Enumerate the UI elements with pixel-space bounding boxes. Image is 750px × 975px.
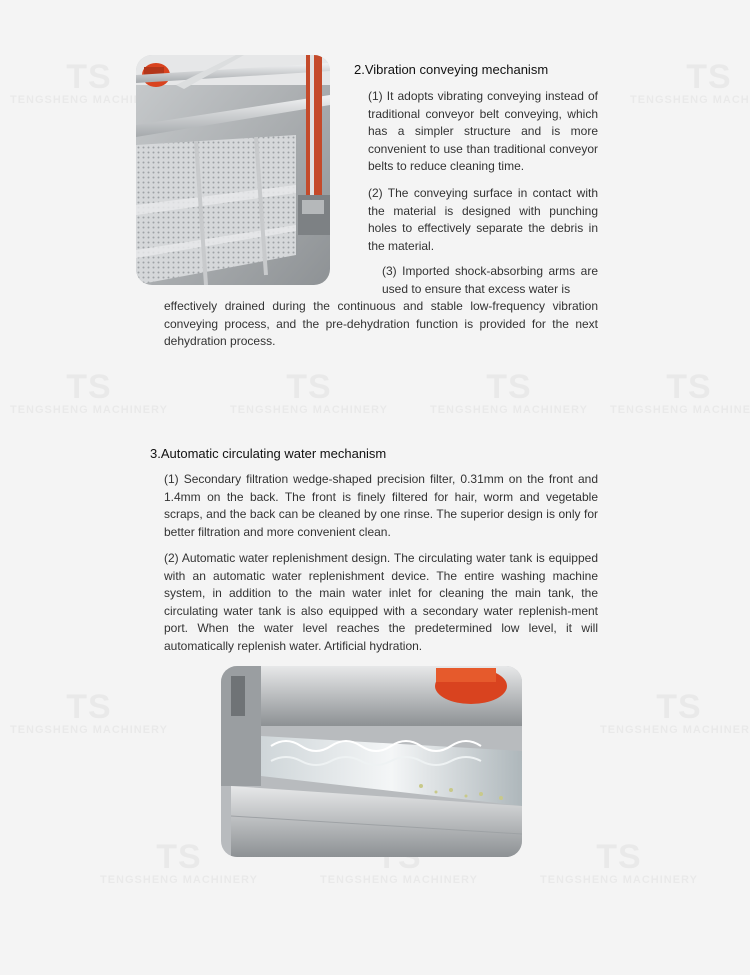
watermark — [540, 840, 698, 886]
paragraph: (3) Imported shock-absorbing arms are used to ensure that excess water is — [382, 264, 598, 296]
paragraph: effectively drained during the continuous and stable low-frequency vibration conveying process, and the pre-dehydration function is provided for the next dehydration process. — [164, 299, 598, 349]
watermark — [230, 370, 388, 416]
watermark — [610, 370, 750, 416]
section-heading-circulating-water: 3.Automatic circulating water mechanism — [150, 446, 387, 461]
watermark — [10, 370, 168, 416]
paragraph: (1) Secondary filtration wedge-shaped precision filter, 0.31mm on the front and 1.4mm on the back. The front is finely filtered for hair, worm and vegetable scraps, and the back can be cleaned by one rinse. The superior design is only for better filtration and more convenient clean. — [164, 472, 598, 539]
paragraph: (1) It adopts vibrating conveying instead of traditional conveyor belt conveying, which has a simpler structure and is more convenient to use than traditional conveyor belts to reduce cleaning time. — [368, 89, 598, 174]
watermark — [600, 690, 750, 736]
watermark — [630, 60, 750, 106]
watermark — [430, 370, 588, 416]
paragraph: (2) The conveying surface in contact with the material is designed with punching holes to effectively separate the debris in the material. — [368, 186, 598, 253]
vibration-conveyor-photo — [136, 55, 330, 285]
section-heading-vibration: 2.Vibration conveying mechanism — [354, 62, 549, 77]
watermark — [10, 690, 168, 736]
circulating-water-tank-photo — [221, 666, 522, 857]
paragraph: (2) Automatic water replenishment design. The circulating water tank is equipped with an automatic water replenishment device. The entire washing machine system, in addition to the main water inlet for cleaning the main tank, the circulating water tank is also equipped with a secondary water replenish-ment port. When the water level reaches the predetermined low level, it will automatically replenish water. Artificial hydration. — [164, 551, 598, 653]
